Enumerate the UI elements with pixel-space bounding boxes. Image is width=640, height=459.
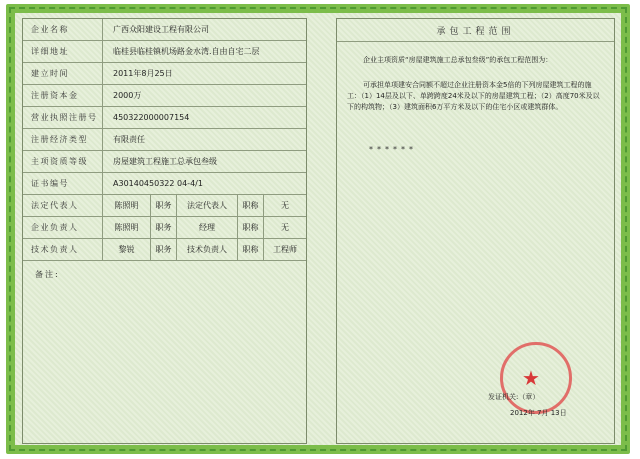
row-founding-date [23, 63, 306, 85]
row-address [23, 41, 306, 63]
row-company-name [23, 19, 306, 41]
value: 2011年8月25日 [113, 69, 173, 78]
issuing-authority: 发证机关:（章） [488, 393, 540, 401]
title-label: 职称 [238, 217, 264, 238]
duty-label: 职务 [151, 217, 177, 238]
label: 注册资本金 [23, 85, 103, 106]
scope-intro: 企业主项资质“房屋建筑施工总承包叁级”的承包工程范围为： [363, 56, 553, 64]
value: 有限责任 [113, 135, 145, 144]
title-label: 职称 [238, 239, 264, 260]
label: 营业执照注册号 [23, 107, 103, 128]
duty-value: 技术负责人 [177, 239, 238, 260]
value: 临桂县临桂镇机场路金水湾.自由自宅二层 [113, 47, 260, 56]
row-license-number [23, 107, 306, 129]
label: 详细地址 [23, 41, 103, 62]
row-qualification [23, 151, 306, 173]
row-notes [23, 261, 306, 445]
scope-title: 承包工程范围 [337, 19, 614, 42]
value: 广西众阳建设工程有限公司 [113, 25, 209, 34]
row-economic-type [23, 129, 306, 151]
scope-details: 可承担单项建安合同额不超过企业注册资本金5倍的下列房屋建筑工程的施工：（1）14层及以下、单跨跨度24米及以下的房屋建筑工程；（2）高度70米及以下的构筑物；（3）建筑面积6万平方米及以下的住宅小区或建筑群体。 [347, 81, 600, 111]
label: 证书编号 [23, 173, 103, 194]
value: 2000万 [113, 91, 142, 100]
label: 注册经济类型 [23, 129, 103, 150]
title-value: 无 [281, 201, 289, 210]
right-scope-panel [336, 18, 615, 444]
label: 企业负责人 [23, 217, 103, 238]
issue-date: 2012年 7月 13日 [510, 409, 567, 417]
label: 主项资质等级 [23, 151, 103, 172]
duty-label: 职务 [151, 239, 177, 260]
label: 企业名称 [23, 19, 103, 40]
value: 房屋建筑工程施工总承包叁级 [113, 157, 217, 166]
title-value: 无 [281, 223, 289, 232]
row-registered-capital [23, 85, 306, 107]
title-value: 工程师 [273, 245, 297, 254]
end-stars: ****** [369, 145, 417, 154]
title-label: 职称 [238, 195, 264, 216]
label: 建立时间 [23, 63, 103, 84]
value: A30140450322 04-4/1 [113, 179, 203, 188]
person-name: 黎锐 [103, 239, 151, 260]
seal-star-icon: ★ [522, 366, 540, 390]
duty-value: 法定代表人 [177, 195, 238, 216]
row-enterprise-manager [23, 217, 306, 239]
label: 法定代表人 [23, 195, 103, 216]
person-name: 陈照明 [103, 195, 151, 216]
duty-label: 职务 [151, 195, 177, 216]
left-info-table [22, 18, 307, 444]
row-certificate-number [23, 173, 306, 195]
value: 450322000007154 [113, 113, 190, 122]
row-legal-representative [23, 195, 306, 217]
person-name: 陈照明 [103, 217, 151, 238]
label: 技术负责人 [23, 239, 103, 260]
duty-value: 经理 [177, 217, 238, 238]
notes-label: 备注: [35, 270, 60, 279]
row-technical-manager [23, 239, 306, 261]
